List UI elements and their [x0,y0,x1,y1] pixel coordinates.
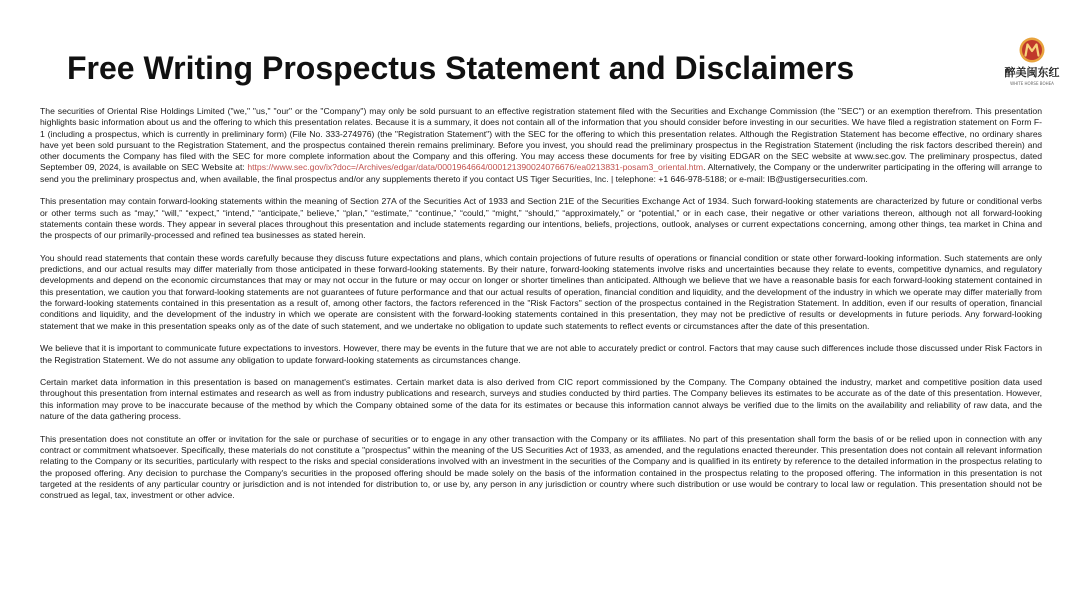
company-logo [1002,30,1062,102]
logo-mark-icon [1018,36,1046,64]
page-title: Free Writing Prospectus Statement and Disclaimers [67,50,855,86]
paragraph-no-offer: This presentation does not constitute an offer or invitation for the sale or purchase of securities or to engage in any other transaction with the Company or its affiliates. No part of this presentation shall form the basis of or be relied upon in connection with any contract or commitment whatsoever. Specifically, these materials do not constitute a "prospectus" within the meaning of the US Securities Act of 1933, as amended, and the regulations enacted thereunder. This presentation does not contain all relevant information relating to the Company or its securities, particularly with respect to the risks and special considerations involved with an investment in the securities of the Company and is qualified in its entirety by reference to the detailed information in the prospectus relating to the proposed offering. Any decision to purchase the Company's securities in the proposed offering should be made solely on the basis of the information contained in the prospectus relating to the proposed offering. The information in this presentation is not targeted at the residents of any particular country or jurisdiction and is not intended for distribution to, or use by, any person in any jurisdiction or country where such distribution or use would be contrary to local law or regulation. This presentation should not be construed as legal, tax, investment or other advice. [40,433,1042,501]
paragraph-forward-looking: This presentation may contain forward-looking statements within the meaning of Section 27A of the Securities Act of 1933 and Section 21E of the Securities Exchange Act of 1934. Such forward-looking statements are characterized by future or conditional verbs or other terms such as “may,” “will,” “expect,” “intend,” “anticipate,” believe,” “plan,” “estimate,” “continue,” “could,” “might,” “should,” “approximately,” or “potential,” or in each case, their negative or other variations thereon, although not all forward-looking statements contain these words. They appear in several places throughout this presentation and include statements regarding our intentions, beliefs, projections, outlook, analyses or current expectations concerning, among other things, tea market in China and the prospects of our primarily-processed and refined tea businesses as stated herein. [40,196,1042,241]
sec-prospectus-link[interactable]: https://www.sec.gov/ix?doc=/Archives/edgar/data/0001964664/000121390024076676/ea0213831-posam3_oriental.htm [247,162,704,173]
paragraph-offering-text-cont: . Alternatively, the Company or the underwriter participating in the offering will arrange to send you the preliminary prospectus and, when available, the final prospectus and/or any supplements thereto if you contact US Tiger Securities, Inc. | telephone: +1 646-978-5188; or e-mail: IB@ustigersecurities.com. [40,162,1042,184]
paragraph-forward-looking-risks: You should read statements that contain these words carefully because they discuss future expectations and plans, which contain projections of future results of operations or financial condition or state other forward-looking information. Such statements are only predictions, and our actual results may differ materially from those anticipated in these forward-looking statements. By their nature, forward-looking statements involve risks and uncertainties because they relate to events, competitive dynamics, and regulatory developments and depend on the economic circumstances that may or may not occur in the future or may occur on longer or shorter timelines than anticipated. Although we believe that we have a reasonable basis for each forward-looking statement contained in this presentation, we caution you that forward-looking statements are not guarantees of future performance and that our actual results of operation, financial condition and liquidity, and the development of the industry in which we operate may differ materially from the forward-looking statements contained in this presentation as a result of, among other factors, the factors referenced in the "Risk Factors" section of the prospectus contained in the Registration Statement. In addition, even if our results of operation, financial conditions and liquidity, and the development of the industry in which we operate are consistent with the forward-looking statements contained in this presentation, they may not be predictive of results or developments in future periods. Any forward-looking statement that we make in this presentation speaks only as of the date of such statement, and we undertake no obligation to update such statements to reflect events or circumstances after the date of this presentation. [40,252,1042,331]
paragraph-offering [40,106,1042,185]
paragraph-offering-text: The securities of Oriental Rise Holdings Limited ("we," "us," "our" or the "Company") may only be sold pursuant to an effective registration statement filed with the Securities and Exchange Commission (the "SEC") or an exemption therefrom. This presentation highlights basic information about us and the offering to which this presentation relates. Because it is a summary, it does not contain all of the information that you should consider before investing in our securities. We have filed a registration statement on Form F-1 (including a prospectus, which is currently in preliminary form) (File No. 333-274976) (the "Registration Statement") with the SEC for the offering to which this presentation relates. Although the Registration Statement has become effective, no ordinary shares have yet been sold pursuant to the Registration Statement, and the prospectus contained therein remains preliminary. Before you invest, you should read the preliminary prospectus in the Registration Statement (including the risk factors described therein) and other documents the Company has filed with the SEC for more complete information about the Company and this offering. You may access these documents for free by visiting EDGAR on the SEC website at www.sec.gov. The preliminary prospectus, dated September 09, 2024, is available on SEC Website at: [40,106,1042,173]
logo-text: 醉美闽东红 [1004,66,1060,79]
logo-subtext: WHITE HORSE BOHEA [1010,81,1054,86]
paragraph-market-data: Certain market data information in this presentation is based on management's estimates. Certain market data is also derived from CIC report commissioned by the Company. The Company obtained the industry, market and competitive position data used throughout this presentation from internal estimates and research as well as from industry publications and research, surveys and studies conducted by third parties. The Company believes its estimates to be accurate as of the date of this presentation. However, this information may prove to be inaccurate because of the method by which the Company obtained some of the data for its estimates or because this information cannot always be verified due to the limits on the availability and reliability of raw data, and the nature of the data gathering process. [40,377,1042,422]
paragraph-future-expectations: We believe that it is important to communicate future expectations to investors. However, there may be events in the future that we are not able to accurately predict or control. Factors that may cause such differences include those discussed under Risk Factors in the Registration Statement. We do not assume any obligation to update forward-looking statements as circumstances change. [40,343,1042,365]
disclaimer-body [40,106,1042,501]
